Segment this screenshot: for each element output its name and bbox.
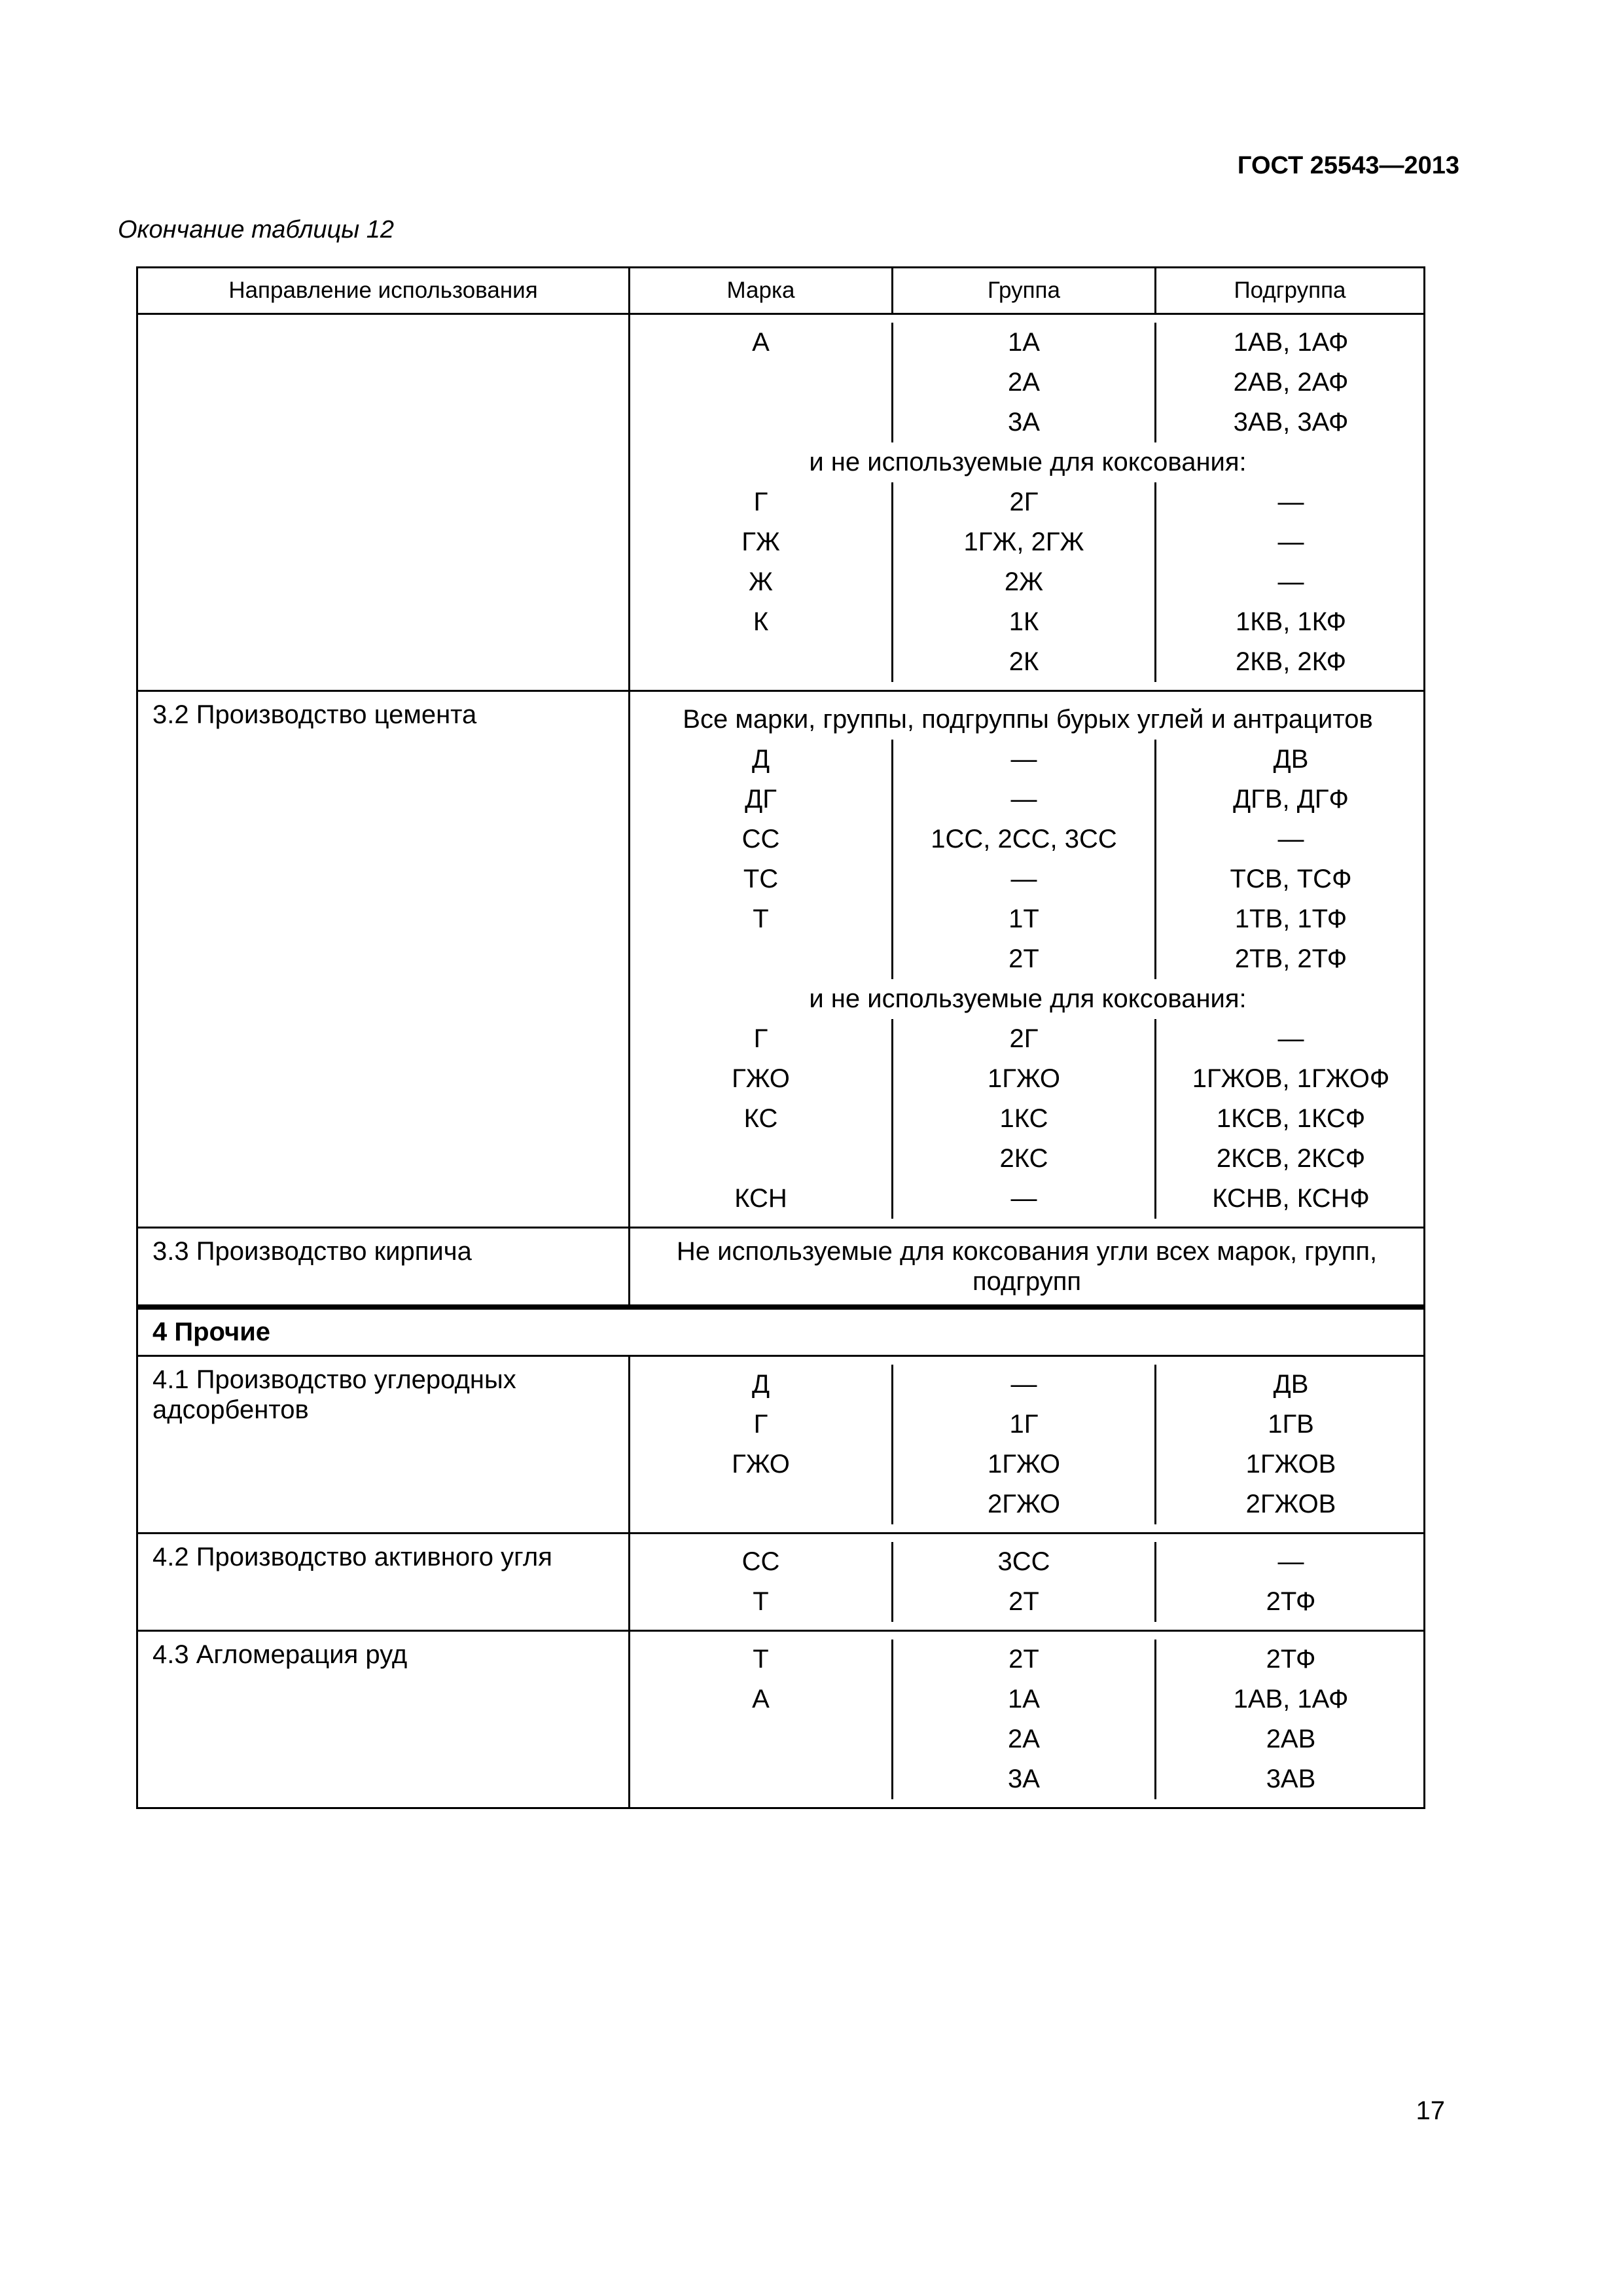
group-cell: 2Г <box>893 482 1156 522</box>
grade-cell: КСН <box>630 1179 893 1219</box>
group-cell: 2Т <box>893 1582 1156 1622</box>
grade-cell <box>630 1719 893 1759</box>
group-cell: 2А <box>893 1719 1156 1759</box>
subgroup-cell: 2ГЖОВ <box>1245 1490 1336 1518</box>
grade-cell: А <box>630 1679 893 1719</box>
group-cell: 1СС, 2СС, 3СС <box>893 819 1156 859</box>
group-cell: 2А <box>893 363 1156 403</box>
group-cell: — <box>893 780 1156 819</box>
group-cell: 1ГЖО <box>893 1059 1156 1099</box>
grade-cell: К <box>630 602 893 642</box>
group-cell: 1А <box>893 323 1156 363</box>
group-cell: 1Т <box>893 899 1156 939</box>
subgroup-cell: КСНВ, КСНФ <box>1212 1184 1370 1213</box>
group-cell: — <box>893 1365 1156 1405</box>
subgroup-cell: — <box>1277 825 1304 853</box>
usage-direction: 4.2 Производство активного угля <box>137 1534 630 1631</box>
subgroup-cell: ТСВ, ТСФ <box>1230 865 1352 893</box>
usage-direction: 3.3 Производство кирпича <box>137 1228 630 1308</box>
subgroup-cell: 2КСВ, 2КСФ <box>1216 1144 1366 1173</box>
table-row <box>137 691 1425 1228</box>
subgroup-cell: 1ГВ <box>1268 1410 1314 1439</box>
grade-cell <box>630 403 893 442</box>
page-number: 17 <box>1416 2096 1445 2125</box>
subgroup-cell: 1КВ, 1КФ <box>1235 607 1347 636</box>
subgroup-cell: 3АВ <box>1266 1765 1316 1793</box>
group-cell: 1КС <box>893 1099 1156 1139</box>
grade-cell: Д <box>630 1365 893 1405</box>
subgroup-cell: 1ТВ, 1ТФ <box>1234 905 1347 933</box>
grade-cell: Д <box>630 740 893 780</box>
subgroup-cell: 2АВ <box>1266 1725 1316 1753</box>
group-cell: 2Ж <box>893 562 1156 602</box>
usage-direction: 4.3 Агломерация руд <box>137 1631 630 1808</box>
usage-direction: 4.1 Производство углеродных адсорбентов <box>137 1356 630 1534</box>
table-row <box>137 1307 1425 1356</box>
subgroup-cell: — <box>1277 528 1304 556</box>
table-row <box>137 1534 1425 1631</box>
table-header-row <box>137 268 1425 314</box>
span-note: Все марки, группы, подгруппы бурых углей и антрацитов <box>683 705 1373 734</box>
group-cell: 1Г <box>893 1405 1156 1444</box>
grade-cell <box>630 1759 893 1799</box>
group-cell: 1ГЖ, 2ГЖ <box>893 522 1156 562</box>
subgroup-cell: 2ТФ <box>1266 1645 1316 1674</box>
grade-cell: А <box>630 323 893 363</box>
grade-cell: СС <box>630 1542 893 1582</box>
grade-cell: Г <box>630 1019 893 1059</box>
section-title: 4 Прочие <box>137 1307 1425 1356</box>
group-cell: 2ГЖО <box>893 1484 1156 1524</box>
subgroup-cell: 2ТВ, 2ТФ <box>1234 944 1347 973</box>
grade-cell: ДГ <box>630 780 893 819</box>
grade-cell: Г <box>630 1405 893 1444</box>
group-cell: 3А <box>893 403 1156 442</box>
span-note: и не используемые для коксования: <box>809 984 1247 1013</box>
column-header-subgroup: Подгруппа <box>1156 268 1425 314</box>
column-header-group: Группа <box>893 268 1156 314</box>
grade-cell: Г <box>630 482 893 522</box>
grade-cell: ГЖО <box>630 1444 893 1484</box>
group-cell: 2КС <box>893 1139 1156 1179</box>
grade-cell: Т <box>630 1582 893 1622</box>
subgroup-cell: 1ГЖОВ <box>1245 1450 1336 1479</box>
grade-cell: КС <box>630 1099 893 1139</box>
column-header-grade: Марка <box>630 268 893 314</box>
code-block <box>630 1228 1425 1308</box>
group-cell: 3А <box>893 1759 1156 1799</box>
usage-direction: 3.2 Производство цемента <box>137 691 630 1228</box>
group-cell: 1К <box>893 602 1156 642</box>
grade-cell <box>630 1484 893 1524</box>
code-block <box>630 691 1425 1228</box>
subgroup-cell: ДГВ, ДГФ <box>1233 785 1349 814</box>
subgroup-cell: ДВ <box>1273 1370 1309 1399</box>
code-grid <box>630 1542 1423 1622</box>
group-cell: — <box>893 1179 1156 1219</box>
grade-cell <box>630 363 893 403</box>
grade-cell: ГЖ <box>630 522 893 562</box>
subgroup-cell: ДВ <box>1273 745 1309 774</box>
grade-cell: ГЖО <box>630 1059 893 1099</box>
table-row <box>137 1356 1425 1534</box>
code-grid <box>630 1640 1423 1799</box>
table-row <box>137 1631 1425 1808</box>
merged-note: Не используемые для коксования угли всех марок, групп, подгрупп <box>676 1237 1378 1296</box>
subgroup-cell: — <box>1277 1547 1304 1576</box>
subgroup-cell: 1КСВ, 1КСФ <box>1216 1104 1366 1133</box>
group-cell: 2К <box>893 642 1156 682</box>
group-cell: 1А <box>893 1679 1156 1719</box>
subgroup-cell: 2КВ, 2КФ <box>1235 647 1347 676</box>
grade-cell: СС <box>630 819 893 859</box>
subgroup-cell: — <box>1277 488 1304 516</box>
grade-cell <box>630 642 893 682</box>
table-row <box>137 1228 1425 1308</box>
group-cell: — <box>893 740 1156 780</box>
code-block <box>630 1356 1425 1534</box>
subgroup-cell: 3АВ, 3АФ <box>1233 408 1349 437</box>
subgroup-cell: 1ГЖОВ, 1ГЖОФ <box>1192 1064 1390 1093</box>
column-header-direction: Направление использования <box>137 268 630 314</box>
subgroup-cell: — <box>1277 567 1304 596</box>
subgroup-cell: 1АВ, 1АФ <box>1233 1685 1349 1713</box>
table-caption: Окончание таблицы 12 <box>118 216 395 243</box>
grade-cell: Ж <box>630 562 893 602</box>
grade-cell: Т <box>630 899 893 939</box>
group-cell: 3СС <box>893 1542 1156 1582</box>
group-cell: 2Г <box>893 1019 1156 1059</box>
subgroup-cell: 2ТФ <box>1266 1587 1316 1616</box>
grade-cell <box>630 1139 893 1179</box>
grade-cell: ТС <box>630 859 893 899</box>
group-cell: 1ГЖО <box>893 1444 1156 1484</box>
code-grid <box>630 1365 1423 1524</box>
code-block <box>630 1631 1425 1808</box>
table-body <box>137 314 1425 1808</box>
group-cell: — <box>893 859 1156 899</box>
code-grid <box>630 323 1423 682</box>
grade-cell: Т <box>630 1640 893 1679</box>
group-cell: 2Т <box>893 939 1156 979</box>
code-grid <box>630 700 1423 1219</box>
usage-direction <box>137 314 630 691</box>
code-block <box>630 314 1425 691</box>
code-block <box>630 1534 1425 1631</box>
subgroup-cell: 1АВ, 1АФ <box>1233 328 1349 357</box>
group-cell: 2Т <box>893 1640 1156 1679</box>
standard-code: ГОСТ 25543—2013 <box>1237 152 1459 179</box>
subgroup-cell: 2АВ, 2АФ <box>1233 368 1349 397</box>
subgroup-cell: — <box>1277 1024 1304 1053</box>
grade-cell <box>630 939 893 979</box>
table-row <box>137 314 1425 691</box>
coal-usage-table <box>136 266 1425 1809</box>
span-note: и не используемые для коксования: <box>809 448 1247 476</box>
